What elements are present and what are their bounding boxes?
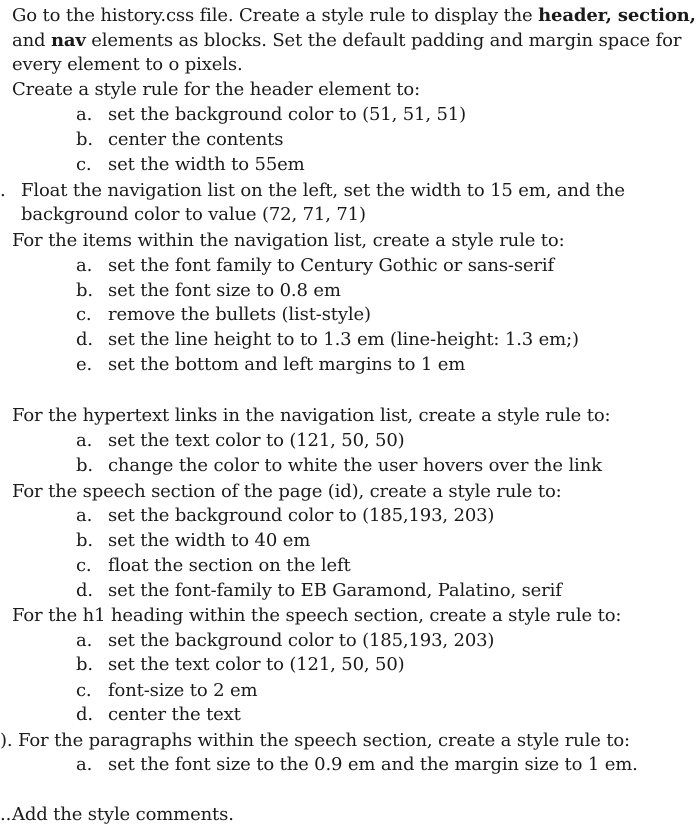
sub-item: [76, 679, 257, 703]
sub-item-marker: a.: [76, 104, 93, 125]
sub-item: [76, 629, 494, 653]
sub-item: [76, 753, 638, 777]
sub-item: [76, 279, 341, 303]
instruction-float-nav-line2: background color to value (72, 71, 71): [21, 204, 366, 225]
instruction-text: and: [12, 30, 51, 51]
instruction-history-css-line1: [12, 4, 696, 28]
sub-item-marker: c.: [76, 680, 92, 701]
instruction-speech-section: For the speech section of the page (id), create a style rule to:: [12, 481, 562, 502]
list-marker: ).: [0, 730, 13, 751]
sub-item: [76, 353, 465, 377]
sub-item-marker: a.: [76, 754, 93, 775]
sub-item-text: set the background color to (185,193, 203): [108, 630, 495, 651]
sub-item-marker: b.: [76, 654, 93, 675]
sub-item-text: set the background color to (51, 51, 51): [108, 104, 466, 125]
sub-item-text: remove the bullets (list-style): [108, 304, 371, 325]
sub-item-text: center the text: [108, 704, 241, 725]
instruction-hypertext-links: For the hypertext links in the navigation list, create a style rule to:: [12, 405, 611, 426]
sub-item-text: float the section on the left: [108, 555, 351, 576]
instruction-text: Float the navigation list on the left, set the width to 15 em, and the: [21, 180, 625, 201]
sub-item-marker: a.: [76, 630, 93, 651]
sub-item-text: set the font size to the 0.9 em and the margin size to 1 em.: [108, 754, 638, 775]
instruction-history-css-line3: every element to o pixels.: [12, 54, 243, 75]
instruction-h1-heading: For the h1 heading within the speech section, create a style rule to:: [12, 605, 622, 626]
sub-item: [76, 103, 466, 127]
sub-item-text: set the line height to to 1.3 em (line-height: 1.3 em;): [108, 329, 579, 350]
bold-elements-text: header, section,: [538, 5, 696, 26]
sub-item-marker: b.: [76, 530, 93, 551]
sub-item-marker: c.: [76, 304, 92, 325]
sub-item-text: set the width to 55em: [108, 154, 305, 175]
sub-item-marker: d.: [76, 580, 93, 601]
sub-item-marker: a.: [76, 430, 93, 451]
instruction-add-comments: [0, 803, 234, 827]
sub-item: [76, 579, 562, 603]
sub-item: [76, 454, 602, 478]
bold-nav-text: nav: [50, 30, 86, 51]
instruction-header-rule: Create a style rule for the header element to:: [12, 79, 420, 100]
sub-item-marker: c.: [76, 555, 92, 576]
sub-item-text: change the color to white the user hovers over the link: [108, 455, 602, 476]
sub-item: [76, 504, 494, 528]
instruction-float-nav-line1: [0, 179, 625, 203]
sub-item: [76, 653, 405, 677]
sub-item-text: set the text color to (121, 50, 50): [108, 654, 405, 675]
sub-item-text: set the font size to 0.8 em: [108, 280, 341, 301]
sub-item: [76, 429, 405, 453]
sub-item-marker: b.: [76, 455, 93, 476]
sub-item-marker: b.: [76, 129, 93, 150]
instruction-text: For the paragraphs within the speech section, create a style rule to:: [18, 730, 630, 751]
sub-item-text: set the font-family to EB Garamond, Palatino, serif: [108, 580, 562, 601]
sub-item: [76, 328, 579, 352]
list-marker: .: [0, 180, 6, 201]
sub-item-marker: b.: [76, 280, 93, 301]
sub-item: [76, 254, 554, 278]
sub-item-marker: c.: [76, 154, 92, 175]
sub-item-text: set the background color to (185,193, 203): [108, 505, 495, 526]
sub-item-text: set the font family to Century Gothic or sans-serif: [108, 255, 554, 276]
sub-item-marker: d.: [76, 329, 93, 350]
sub-item-text: set the bottom and left margins to 1 em: [108, 354, 466, 375]
sub-item-marker: a.: [76, 505, 93, 526]
instruction-history-css-line2: [12, 29, 681, 53]
sub-item: [76, 529, 310, 553]
sub-item-marker: a.: [76, 255, 93, 276]
sub-item: [76, 128, 283, 152]
sub-item: [76, 703, 241, 727]
sub-item-text: center the contents: [108, 129, 284, 150]
sub-item: [76, 554, 351, 578]
sub-item-marker: e.: [76, 354, 93, 375]
sub-item-text: set the width to 40 em: [108, 530, 311, 551]
sub-item-text: set the text color to (121, 50, 50): [108, 430, 405, 451]
instruction-text: Add the style comments.: [12, 804, 234, 825]
instruction-paragraphs: [0, 729, 630, 753]
list-marker: ..: [0, 804, 12, 825]
sub-item: [76, 153, 305, 177]
sub-item-marker: d.: [76, 704, 93, 725]
instruction-nav-items: For the items within the navigation list, create a style rule to:: [12, 230, 565, 251]
instruction-text: Go to the history.css file. Create a style rule to display the: [12, 5, 539, 26]
instruction-text: elements as blocks. Set the default padding and margin space for: [85, 30, 682, 51]
sub-item: [76, 303, 371, 327]
sub-item-text: font-size to 2 em: [108, 680, 258, 701]
